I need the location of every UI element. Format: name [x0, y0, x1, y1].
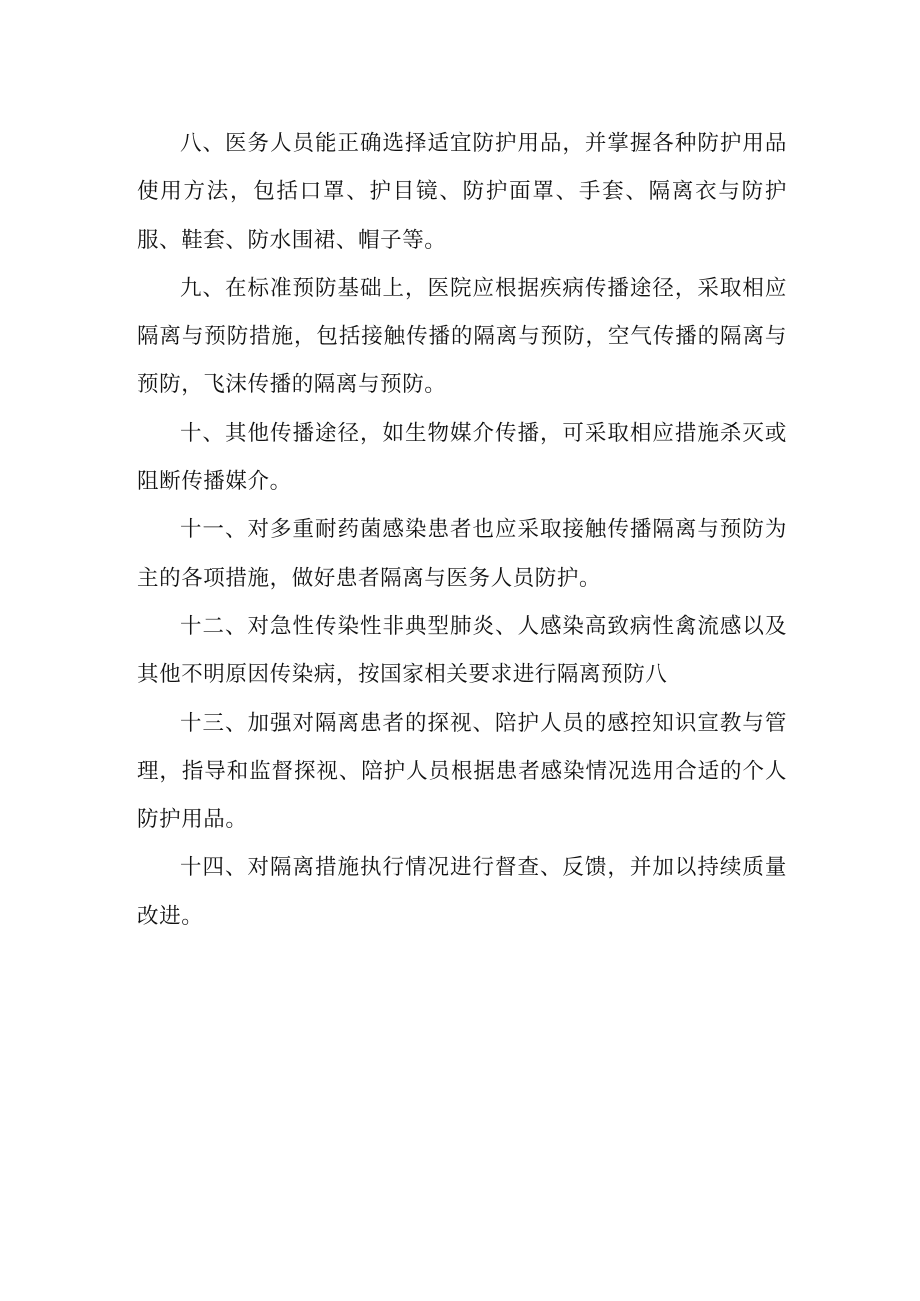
paragraph-item-12: 十二、对急性传染性非典型肺炎、人感染高致病性禽流感以及其他不明原因传染病，按国家相关要求进行隔离预防八: [137, 613, 787, 688]
document-body: [137, 120, 787, 941]
paragraph-item-8: 八、医务人员能正确选择适宜防护用品，并掌握各种防护用品使用方法，包括口罩、护目镜、防护面罩、手套、隔离衣与防护服、鞋套、防水围裙、帽子等。: [137, 131, 787, 253]
paragraph-item-10: 十、其他传播途径，如生物媒介传播，可采取相应措施杀灭或阻断传播媒介。: [137, 420, 787, 495]
paragraph-item-13: 十三、加强对隔离患者的探视、陪护人员的感控知识宣教与管理，指导和监督探视、陪护人员根据患者感染情况选用合适的个人防护用品。: [137, 710, 787, 833]
paragraph-item-14: 十四、对隔离措施执行情况进行督查、反馈，并加以持续质量改进。: [137, 855, 787, 929]
paragraph-item-9: 九、在标准预防基础上，医院应根据疾病传播途径，采取相应隔离与预防措施，包括接触传播的隔离与预防，空气传播的隔离与预防，飞沫传播的隔离与预防。: [137, 275, 787, 398]
paragraph-item-11: 十一、对多重耐药菌感染患者也应采取接触传播隔离与预防为主的各项措施，做好患者隔离与医务人员防护。: [137, 517, 787, 591]
